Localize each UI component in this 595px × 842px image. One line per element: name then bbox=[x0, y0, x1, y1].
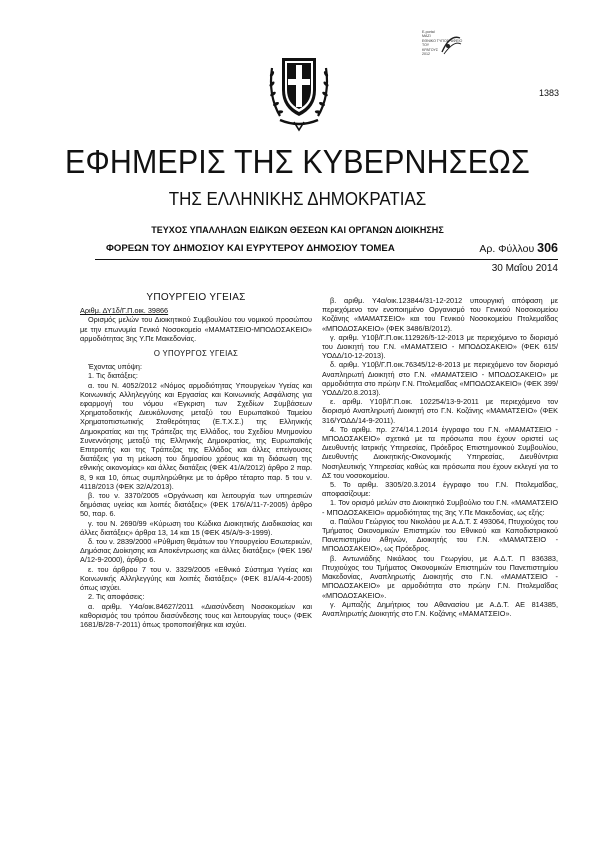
body-paragraph: β. αριθμ. Υ4α/οικ.123844/31-12-2012 υπουργική απόφαση με περιεχόμενο τον ενοποιημένο Οργανισμό του Γενικού Νοσοκομείου Κοζάνης «ΜΑΜΑΤΣΕΙΟ» και του Γενικού Νοσοκομείου Πτολεμαΐδας «ΜΠΟΔΟΣΑΚΕΙΟ» (ΦΕΚ 3486/Β/2012). bbox=[322, 296, 558, 333]
header-divider bbox=[95, 259, 558, 260]
left-column bbox=[80, 293, 312, 629]
decision-title: Ορισμός μελών του Διοικητικού Συμβουλίου του νομικού προσώπου με την επωνυμία Γενικό Νοσοκομείο «ΜΑΜΑΤΣΕΙΟ-ΜΠΟΔΟΣΑΚΕΙΟ» αρμοδιότητας 3ης Υ.Πε Μακεδονίας. bbox=[80, 315, 312, 343]
body-paragraph: γ. Αμπαζής Δημήτριος του Αθανασίου με Α.Δ.Τ. ΑΕ 814385, Αναπληρωτής Διοικητής στο Γ.Ν. Κοζάνης «ΜΑΜΑΤΣΕΙΟ». bbox=[322, 599, 558, 618]
stamp-line: E-portal bbox=[422, 30, 435, 34]
right-column bbox=[322, 296, 558, 618]
sheet-label: Αρ. Φύλλου bbox=[479, 243, 535, 255]
issue-line-1: ΤΕΥΧΟΣ ΥΠΑΛΛΗΛΩΝ ΕΙΔΙΚΩΝ ΘΕΣΕΩΝ ΚΑΙ ΟΡΓΑΝΩΝ ΔΙΟΙΚΗΣΗΣ bbox=[151, 225, 444, 236]
minister-heading: Ο ΥΠΟΥΡΓΟΣ ΥΓΕΙΑΣ bbox=[153, 349, 239, 359]
body-paragraph: δ. του ν. 2839/2000 «Ρύθμιση θεμάτων του Υπουργείου Εσωτερικών, Δημόσιας Διοίκησης και Αποκέντρωσης και άλλες διατάξεις» (ΦΕΚ 196/Α/12-9-2000), άρθρο 6. bbox=[80, 537, 312, 565]
stamp-line: ΤΟΥ bbox=[422, 43, 430, 48]
body-paragraph: δ. αριθμ. Υ10β/Γ.Π.οικ.76345/12-8-2013 με περιεχόμενο τον διορισμό Αναπληρωτή Διοικητή στο Γ.Ν. «ΜΑΜΑΤΣΕΙΟ - ΜΠΟΔΟΣΑΚΕΙΟ» με αρμοδιότητα στο πρώην Γ.Ν. Πτολεμαΐδας «ΜΠΟΔΟΣΑΚΕΙΟ» (ΦΕΚ 399/ΥΟΔΔ/20.8.2013). bbox=[322, 360, 558, 398]
sheet-number-block bbox=[479, 241, 558, 255]
stamp-line: ΜΑΖΙ bbox=[422, 34, 431, 39]
body-paragraph: 1. Τις διατάξεις: bbox=[88, 371, 138, 381]
stamp-line: ΚΡΑΤΟΥΣ bbox=[422, 47, 439, 52]
body-paragraph: α. του Ν. 4052/2012 «Νόμος αρμοδιότητας Υπουργείων Υγείας και Κοινωνικής Αλληλεγγύης και Εργασίας και Κοινωνικής Ασφάλισης για εφαρμογή του νόμου «Έγκριση των Σχεδίων Συμβάσεων Χρηματοδοτικής Διευκόλυνσης μεταξύ του Ευρωπαϊκού Ταμείου Χρηματοπιστωτικής Σταθερότητας (Ε.Τ.Χ.Σ.) της Ελληνικής Δημοκρατίας και της Τράπεζας της Ελλάδος, του Σχεδίου Μνημονίου Συνεννόησης μεταξύ της Ελληνικής Δημοκρατίας, της Ευρωπαϊκής Επιτροπής και της Τράπεζας της Ελλάδος και άλλες επείγουσες διατάξεις για τη μείωση του δημοσίου χρέους και τη διάσωση της εθνικής οικονομίας» και άλλες διατάξεις (ΦΕΚ 41/Α/2012) άρθρο 2 παρ. 8, 9 και 10, όπως συμπληρώθηκε με το άρθρο τέταρτο παρ. 5 του ν. 4118/2013 (ΦΕΚ 32/Α/2013). bbox=[80, 380, 312, 491]
body-paragraph: α. αριθμ. Υ4α/οικ.84627/2011 «Διασύνδεση Νοσοκομείων και καθορισμός του τρόπου διασύνδεσης τους και λειτουργίας τους» (ΦΕΚ 1681/Β/28-7-2011) όπως τροποποιήθηκε και ισχύει. bbox=[80, 601, 312, 629]
ministry-heading: ΥΠΟΥΡΓΕΙΟ ΥΓΕΙΑΣ bbox=[146, 292, 246, 303]
body-paragraph: γ. αριθμ. Υ10β/Γ.Π.οικ.112926/5-12-2013 με περιεχόμενο το διορισμό του Διοικητή του Γ.Ν. «ΜΑΜΑΤΣΕΙΟ - ΜΠΟΔΟΣΑΚΕΙΟ» (ΦΕΚ 615/ΥΟΔΔ/10-12-2013). bbox=[322, 332, 558, 361]
body-paragraph: α. Παύλου Γεώργιος του Νικολάου με Α.Δ.Τ. Σ 493064, Πτυχιούχος του Τμήματος Οικονομικών Επιστημών του Εθνικού και Καποδιστριακού Πανεπιστημίου Αθηνών, Διοικητής του Γ.Ν. «ΜΑΜΑΤΣΕΙΟ - ΜΠΟΔΟΣΑΚΕΙΟ», ως Πρόεδρος. bbox=[322, 516, 558, 554]
body-paragraph: γ. του Ν. 2690/99 «Κύρωση του Κώδικα Διοικητικής Διαδικασίας και άλλες διατάξεις» άρθρα 13, 14 και 15 (ΦΕΚ 45/Α/9-3-1999). bbox=[80, 518, 312, 537]
body-paragraph: ε. αριθμ. Υ10β/Γ.Π.οικ. 102254/13-9-2011 με περιεχόμενο τον διορισμό Αναπληρωτή Διοικητή στο Γ.Ν. Κοζάνης «ΜΑΜΑΤΣΕΙΟ» (ΦΕΚ 316/ΥΟΔΔ/14-9-2011). bbox=[322, 397, 558, 425]
issue-date: 30 Μαΐου 2014 bbox=[491, 263, 558, 274]
body-paragraph: ε. του άρθρου 7 του ν. 3329/2005 «Εθνικό Σύστημα Υγείας και Κοινωνικής Αλληλεγγύης και λοιπές διατάξεις» (ΦΕΚ 81/Α/4-4-2005) όπως ισχύει. bbox=[80, 564, 312, 593]
body-paragraph: Έχοντας υπόψη: bbox=[88, 362, 142, 372]
body-paragraph: 1. Τον ορισμό μελών στο Διοικητικό Συμβούλιο του Γ.Ν. «ΜΑΜΑΤΣΕΙΟ - ΜΠΟΔΟΣΑΚΕΙΟ» αρμοδιότητας της 3ης Υ.Πε Μακεδονίας, ως εξής: bbox=[322, 498, 558, 517]
sheet-number: 306 bbox=[537, 241, 558, 255]
body-paragraph: β. Αντωνιάδης Νικόλαος του Γεωργίου, με Α.Δ.Τ. Π 836383, Πτυχιούχος του Τμήματος Οικονομικών Επιστημών του Πανεπιστημίου Μακεδονίας, Αναπληρωτής Διοικητής στο Γ.Ν. «ΜΑΜΑΤΣΕΙΟ - ΜΠΟΔΟΣΑΚΕΙΟ» με αρμοδιότητα στο πρώην Γ.Ν. Πτολεμαΐδας «ΜΠΟΔΟΣΑΚΕΙΟ». bbox=[322, 553, 558, 600]
stamp-logo-icon bbox=[440, 32, 462, 56]
issue-line-2: ΦΟΡΕΩΝ ΤΟΥ ΔΗΜΟΣΙΟΥ ΚΑΙ ΕΥΡΥΤΕΡΟΥ ΔΗΜΟΣΙΟΥ ΤΟΜΕΑ bbox=[106, 243, 395, 254]
page-number: 1383 bbox=[538, 88, 559, 98]
greek-coat-of-arms-icon bbox=[266, 46, 332, 134]
body-paragraph: 5. Το αριθμ. 3305/20.3.2014 έγγραφο του Γ.Ν. Πτολεμαΐδας, αποφασίζουμε: bbox=[322, 480, 558, 499]
gazette-title: ΕΦΗΜΕΡΙΣ ΤΗΣ ΚΥΒΕΡΝΗΣΕΩΣ bbox=[65, 143, 530, 180]
decision-reference: Αριθμ. ΔΥ1δ/Γ.Π.οικ. 39866 bbox=[80, 306, 169, 316]
stamp-line: 2012 bbox=[422, 52, 430, 57]
eportal-stamp bbox=[422, 30, 464, 56]
body-paragraph: 2. Τις αποφάσεις: bbox=[88, 592, 145, 602]
body-paragraph: 4. Το αριθμ. πρ. 274/14.1.2014 έγγραφο του Γ.Ν. «ΜΑΜΑΤΣΕΙΟ - ΜΠΟΔΟΣΑΚΕΙΟ» σχετικά με τα πρόσωπα που έχουν οριστεί ως Διευθυντής Ιατρικής Υπηρεσίας, Πρόεδρος Επιστημονικού Συμβουλίου, Διευθυντής Διοικητικής-Οικονομικής Υπηρεσίας, Διευθύντρια Νοσηλευτικής Υπηρεσίας καθώς και πρόσωπα που έχουν εκλεγεί για το ΔΣ του νοσοκομείου. bbox=[322, 424, 558, 480]
body-paragraph: β. του ν. 3370/2005 «Οργάνωση και λειτουργία των υπηρεσιών δημόσιας υγείας και λοιπές διατάξεις» (ΦΕΚ 176/Α/11-7-2005) άρθρο 50, παρ. 6. bbox=[80, 491, 312, 519]
gazette-subtitle: ΤΗΣ ΕΛΛΗΝΙΚΗΣ ΔΗΜΟΚΡΑΤΙΑΣ bbox=[168, 189, 427, 209]
stamp-line: ΕΘΝΙΚΟ ΤΥΠΟΓΡΑΦΕΙΟ bbox=[422, 38, 463, 43]
